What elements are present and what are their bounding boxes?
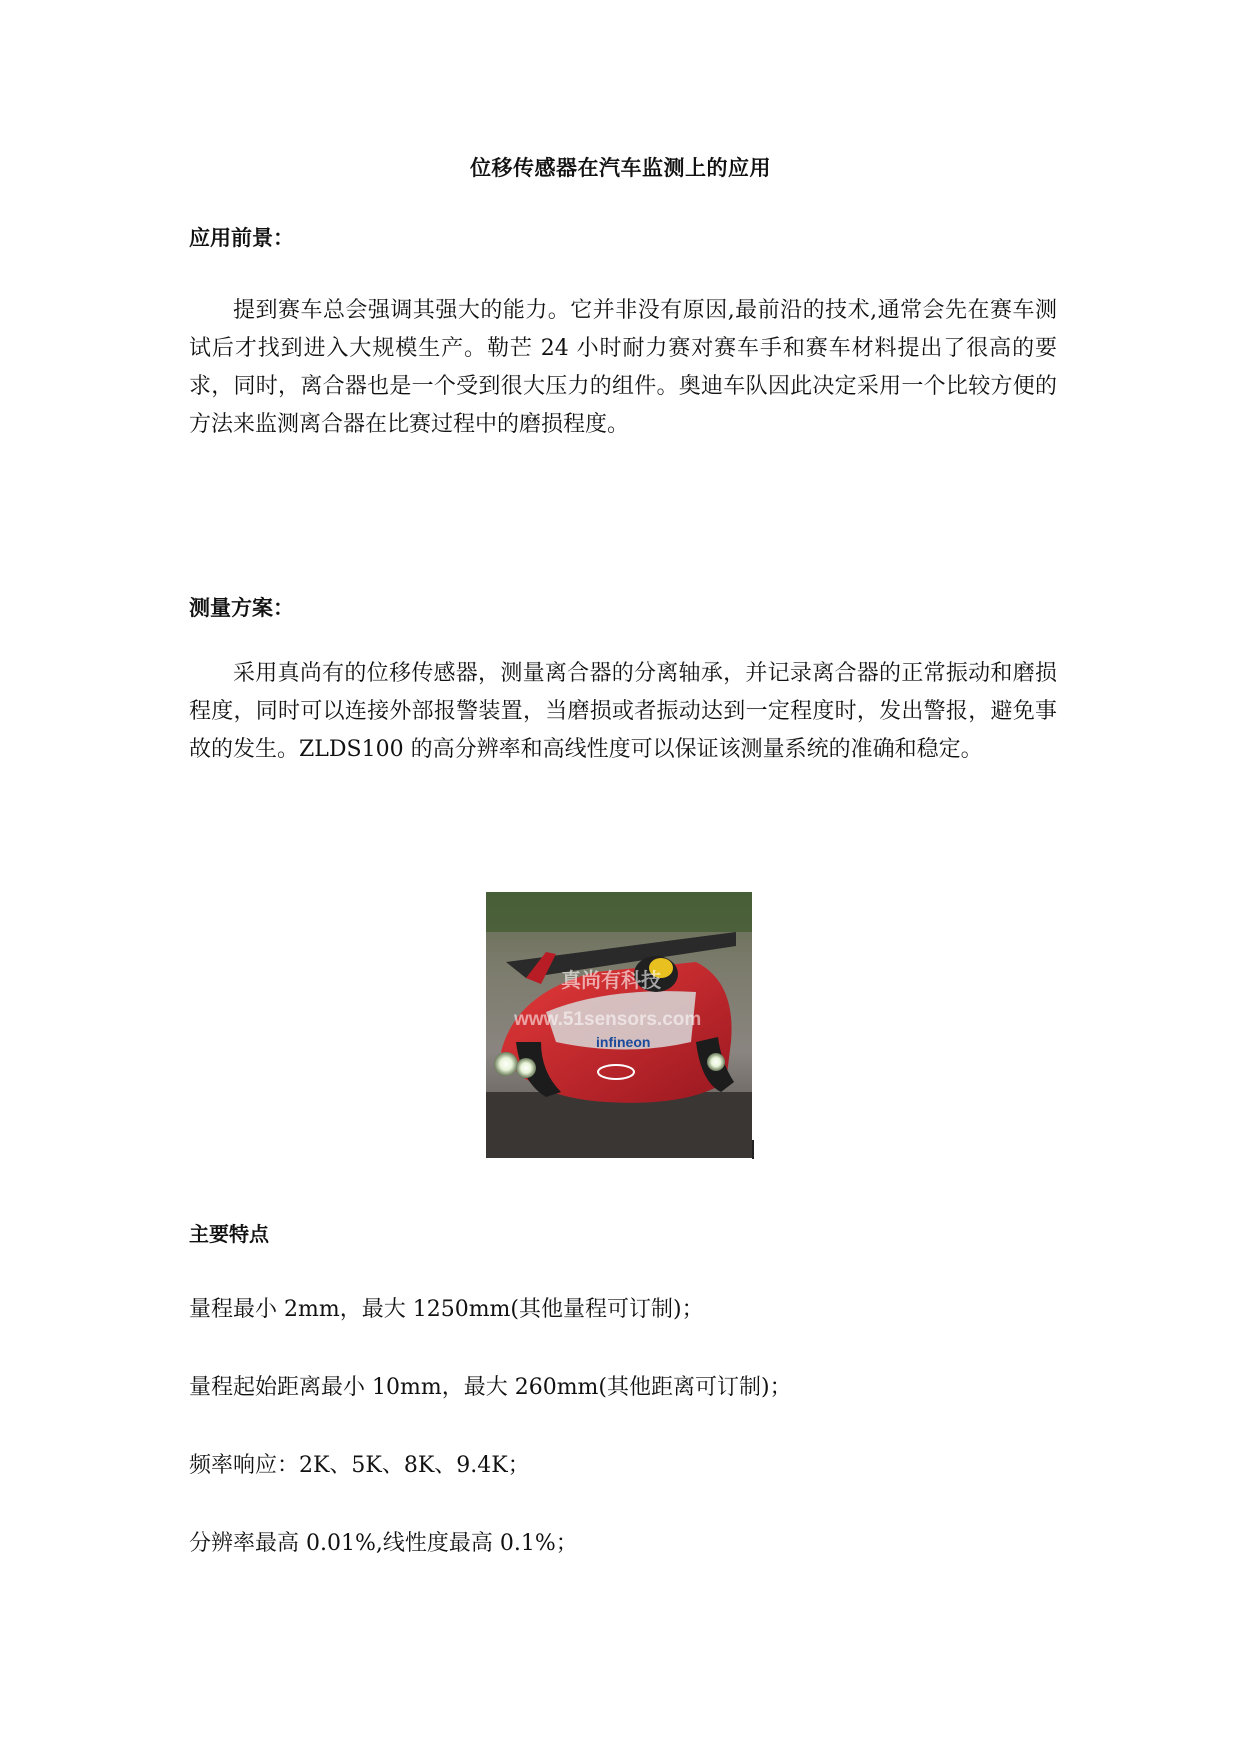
feature-item: 分辨率最高 0.01%,线性度最高 0.1%； xyxy=(189,1531,578,1556)
paragraph-application: 提到赛车总会强调其强大的能力。它并非没有原因,最前沿的技术,通常会先在赛车测试后才找到进入大规模生产。勒芒 24 小时耐力赛对赛车手和赛车材料提出了很高的要求，同时，离合器也是一个受到很大压力的组件。奥迪车队因此决定采用一个比较方便的方法来监测离合器在比赛过程中的磨损程度。 xyxy=(189,298,1057,437)
watermark-text: 真尚有科技 xyxy=(561,968,661,992)
feature-item: 量程起始距离最小 10mm，最大 260mm(其他距离可订制)； xyxy=(189,1375,792,1400)
section-heading-solution: 测量方案： xyxy=(189,596,294,620)
section-heading-features: 主要特点 xyxy=(189,1222,269,1246)
photo-edge-mark xyxy=(752,1140,754,1159)
race-car-photo xyxy=(486,892,752,1158)
feature-item: 频率响应：2K、5K、8K、9.4K； xyxy=(189,1453,530,1478)
feature-item: 量程最小 2mm，最大 1250mm(其他量程可订制)； xyxy=(189,1297,704,1322)
race-car-image xyxy=(486,892,752,1158)
paragraph-solution: 采用真尚有的位移传感器，测量离合器的分离轴承，并记录离合器的正常振动和磨损程度，同时可以连接外部报警装置，当磨损或者振动达到一定程度时，发出警报，避免事故的发生。ZLDS100 的高分辨率和高线性度可以保证该测量系统的准确和稳定。 xyxy=(189,661,1057,762)
section-heading-application: 应用前景： xyxy=(189,226,294,250)
watermark-url: www.51sensors.com xyxy=(514,1009,702,1030)
page-title: 位移传感器在汽车监测上的应用 xyxy=(470,156,771,180)
svg-text:infineon: infineon xyxy=(596,1034,651,1050)
